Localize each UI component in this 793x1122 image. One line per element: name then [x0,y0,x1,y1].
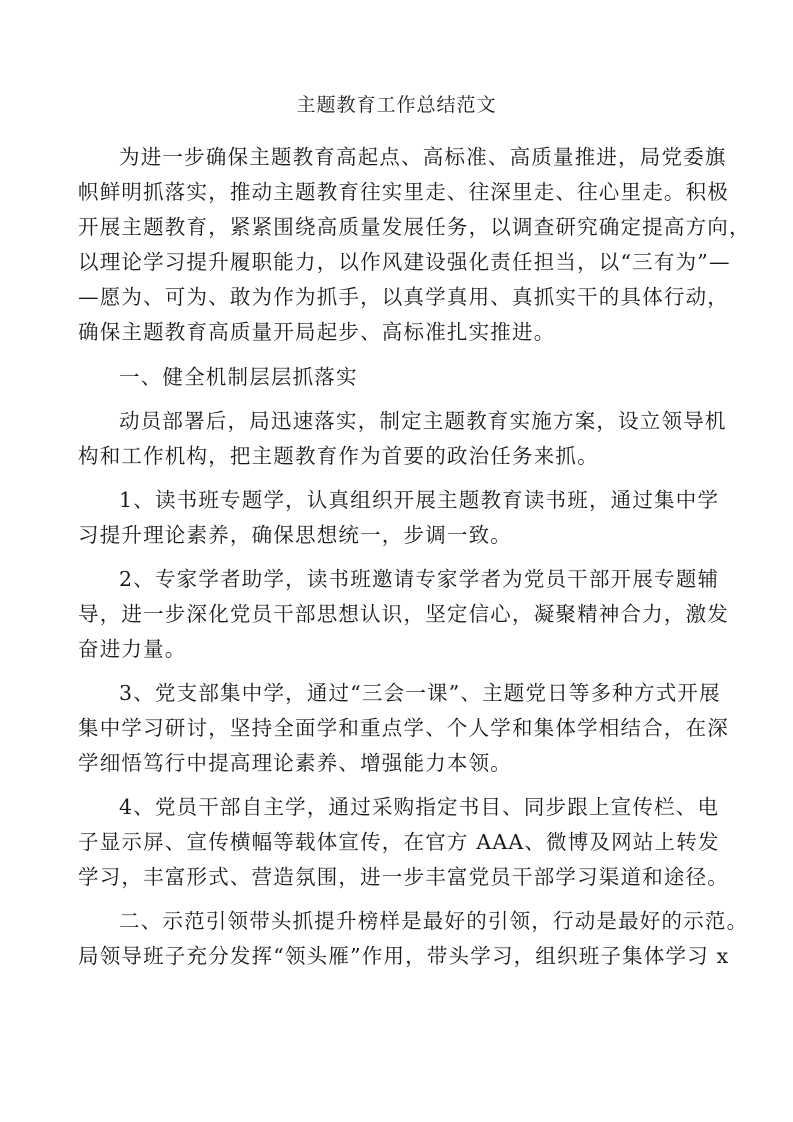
paragraph-line: 1、读书班专题学，认真组织开展主题教育读书班，通过集中学 [119,488,720,512]
paragraph-line: 局领导班子充分发挥“领头雁”作用，带头学习，组织班子集体学习 x [78,944,730,968]
paragraph-line: 奋进力量。 [78,637,187,661]
paragraph-line: —愿为、可为、敢为作为抓手，以真学真用、真抓实干的具体行动， [78,285,729,309]
paragraph-line: 动员部署后，局迅速落实，制定主题教育实施方案，设立领导机 [119,409,727,433]
paragraph-line: 习提升理论素养，确保思想统一，步调一致。 [78,523,512,547]
paragraph-line: 确保主题教育高质量开局起步、高标准扎实推进。 [78,320,556,344]
paragraph-line: 为进一步确保主题教育高起点、高标准、高质量推进，局党委旗 [119,145,727,169]
paragraph-line: 学习，丰富形式、营造氛围，进一步丰富党员干部学习渠道和途径。 [78,865,729,889]
paragraph-line: 以理论学习提升履职能力，以作风建设强化责任担当，以“三有为”— [78,250,731,274]
paragraph-line: 2、专家学者助学，读书班邀请专家学者为党员干部开展专题辅 [119,567,720,591]
section-heading: 一、健全机制层层抓落实 [119,365,358,389]
paragraph-line: 帜鲜明抓落实，推动主题教育往实里走、往深里走、往心里走。积极 [78,180,729,204]
section-heading: 二、示范引领带头抓提升榜样是最好的引领，行动是最好的示范。 [119,909,749,933]
paragraph-line: 导，进一步深化党员干部思想认识，坚定信心，凝聚精神合力，激发 [78,602,729,626]
document-title: 主题教育工作总结范文 [296,94,497,116]
paragraph-line: 集中学习研讨，坚持全面学和重点学、个人学和集体学相结合，在深 [78,716,729,740]
paragraph-line: 开展主题教育，紧紧围绕高质量发展任务，以调查研究确定提高方向， [78,215,751,239]
paragraph-line: 构和工作机构，把主题教育作为首要的政治任务来抓。 [78,444,599,468]
paragraph-line: 3、党支部集中学，通过“三会一课”、主题党日等多种方式开展 [119,681,721,705]
paragraph-line: 学细悟笃行中提高理论素养、增强能力本领。 [78,751,512,775]
paragraph-line: 4、党员干部自主学，通过采购指定书目、同步跟上宣传栏、电 [119,795,720,819]
paragraph-line: 子显示屏、宣传横幅等载体宣传，在官方 AAA、微博及网站上转发 [78,830,720,854]
